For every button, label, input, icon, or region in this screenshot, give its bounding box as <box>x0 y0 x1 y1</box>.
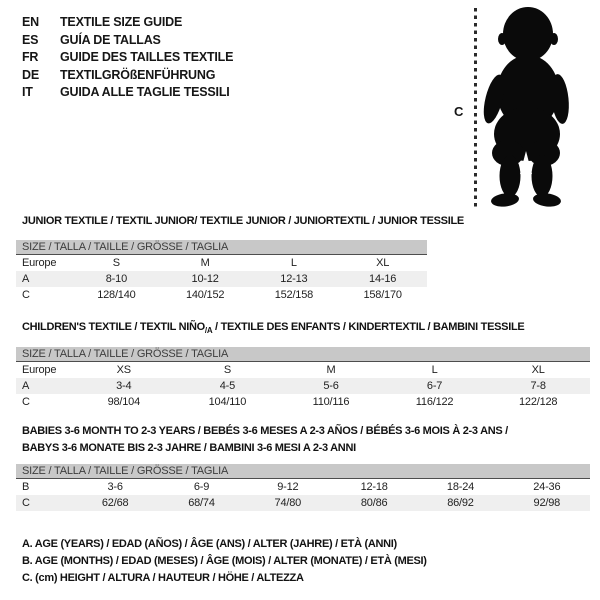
size-cell: M <box>326 364 336 376</box>
value-cell: 116/122 <box>415 396 454 408</box>
value-cell: 62/68 <box>101 497 129 509</box>
language-row-en <box>22 14 233 32</box>
children-title-part: CHILDREN'S TEXTILE / TEXTIL NIÑO <box>22 321 205 333</box>
value-cell: 6-9 <box>193 481 210 493</box>
guide-title-it: GUIDA ALLE TAGLIE TESSILI <box>60 85 230 99</box>
value-cell: 104/110 <box>208 396 247 408</box>
value-cell: 5-6 <box>323 380 339 392</box>
value-cell: 80/86 <box>360 497 388 509</box>
value-cell: 140/152 <box>185 289 225 301</box>
value-cell: 86/92 <box>447 497 474 509</box>
value-cell: 92/98 <box>533 497 561 509</box>
value-cell: 158/170 <box>363 289 402 301</box>
size-cell: L <box>290 257 297 269</box>
size-cell: XS <box>116 364 131 376</box>
row-label: B <box>22 481 30 493</box>
value-cell: 4-5 <box>219 380 236 392</box>
value-cell: 8-10 <box>105 273 127 285</box>
table-row-europe <box>16 255 427 271</box>
row-label: Europe <box>22 364 57 376</box>
value-cell: 68/74 <box>188 497 215 509</box>
value-cell: 14-16 <box>369 273 397 285</box>
row-label: C <box>22 396 30 408</box>
table-row-height <box>16 394 590 410</box>
value-cell: 6-7 <box>426 380 443 392</box>
footnote-a: A. AGE (YEARS) / EDAD (AÑOS) / ÂGE (ANS) / ALTER (JAHRE) / ETÀ (ANNI) <box>22 538 397 550</box>
baby-silhouette-icon <box>480 6 576 208</box>
babies-size-table <box>16 464 590 511</box>
row-label: C <box>22 497 30 509</box>
value-cell: 18-24 <box>446 481 475 493</box>
language-code: IT <box>22 85 33 99</box>
value-cell: 12-13 <box>280 273 308 285</box>
children-section-title <box>22 321 524 333</box>
language-code: FR <box>22 50 39 64</box>
height-measure-label: C <box>454 104 464 119</box>
value-cell: 122/128 <box>518 396 558 408</box>
table-row-age <box>16 271 427 287</box>
language-code: EN <box>22 15 39 29</box>
language-title-block <box>22 14 233 102</box>
table-row-height <box>16 495 590 511</box>
size-cell: L <box>431 364 438 376</box>
size-cell: S <box>223 364 231 376</box>
footnote-c: C. (cm) HEIGHT / ALTURA / HAUTEUR / HÖHE / ALTEZZA <box>22 572 304 585</box>
language-row-es <box>22 32 233 50</box>
children-size-table <box>16 347 590 410</box>
value-cell: 9-12 <box>277 481 299 493</box>
row-label: A <box>22 380 30 392</box>
value-cell: 110/116 <box>312 396 350 408</box>
babies-title-line1: BABIES 3-6 MONTH TO 2-3 YEARS / BEBÉS 3-6 MESES A 2-3 AÑOS / BÉBÉS 3-6 MOIS À 2-3 ANS / <box>22 425 508 437</box>
table-row-height <box>16 287 427 303</box>
guide-title-es: GUÍA DE TALLAS <box>60 32 161 47</box>
value-cell: 12-18 <box>360 481 388 493</box>
language-code: DE <box>22 67 39 82</box>
junior-size-table <box>16 240 427 303</box>
guide-title-en: TEXTILE SIZE GUIDE <box>60 15 183 29</box>
footnote-b: B. AGE (MONTHS) / EDAD (MESES) / ÂGE (MOIS) / ALTER (MONATE) / ETÀ (MESI) <box>22 555 427 568</box>
value-cell: 98/104 <box>107 396 141 408</box>
babies-title-line2: BABYS 3-6 MONATE BIS 2-3 JAHRE / BAMBINI 3-6 MESI A 2-3 ANNI <box>22 442 356 454</box>
height-measure-dotted-line <box>474 8 477 209</box>
value-cell: 7-8 <box>530 380 546 392</box>
footnotes-block <box>22 536 427 588</box>
value-cell: 152/158 <box>274 289 314 301</box>
size-header-row: SIZE / TALLA / TAILLE / GRÖSSE / TAGLIA <box>16 347 590 362</box>
size-cell: M <box>200 257 210 269</box>
language-row-fr <box>22 49 233 67</box>
size-header-row: SIZE / TALLA / TAILLE / GRÖSSE / TAGLIA <box>16 240 427 255</box>
value-cell: 24-36 <box>533 481 561 493</box>
row-label: Europe <box>22 257 57 269</box>
height-measure-figure <box>452 6 580 214</box>
size-header-row: SIZE / TALLA / TAILLE / GRÖSSE / TAGLIA <box>16 464 590 479</box>
language-row-it <box>22 84 233 102</box>
junior-section-title: JUNIOR TEXTILE / TEXTIL JUNIOR/ TEXTILE JUNIOR / JUNIORTEXTIL / JUNIOR TESSILE <box>22 215 464 227</box>
value-cell: 128/140 <box>97 289 136 301</box>
row-label: C <box>22 289 30 301</box>
table-row-age-months <box>16 479 590 495</box>
guide-title-fr: GUIDE DES TAILLES TEXTILE <box>60 50 234 64</box>
size-cell: XL <box>531 364 545 376</box>
size-cell: XL <box>376 257 390 269</box>
babies-section-title <box>22 423 582 457</box>
size-cell: S <box>112 257 120 269</box>
table-row-europe <box>16 362 590 378</box>
value-cell: 3-6 <box>107 481 123 493</box>
children-title-subscript: /A <box>204 325 213 335</box>
value-cell: 74/80 <box>274 497 302 509</box>
value-cell: 3-4 <box>116 380 132 392</box>
table-row-age <box>16 378 590 394</box>
language-code: ES <box>22 32 39 47</box>
value-cell: 10-12 <box>191 273 219 285</box>
guide-title-de: TEXTILGRÖßENFÜHRUNG <box>60 67 216 82</box>
children-title-part: / TEXTILE DES ENFANTS / KINDERTEXTIL / BAMBINI TESSILE <box>212 321 525 333</box>
row-label: A <box>22 273 30 285</box>
language-row-de <box>22 67 233 85</box>
